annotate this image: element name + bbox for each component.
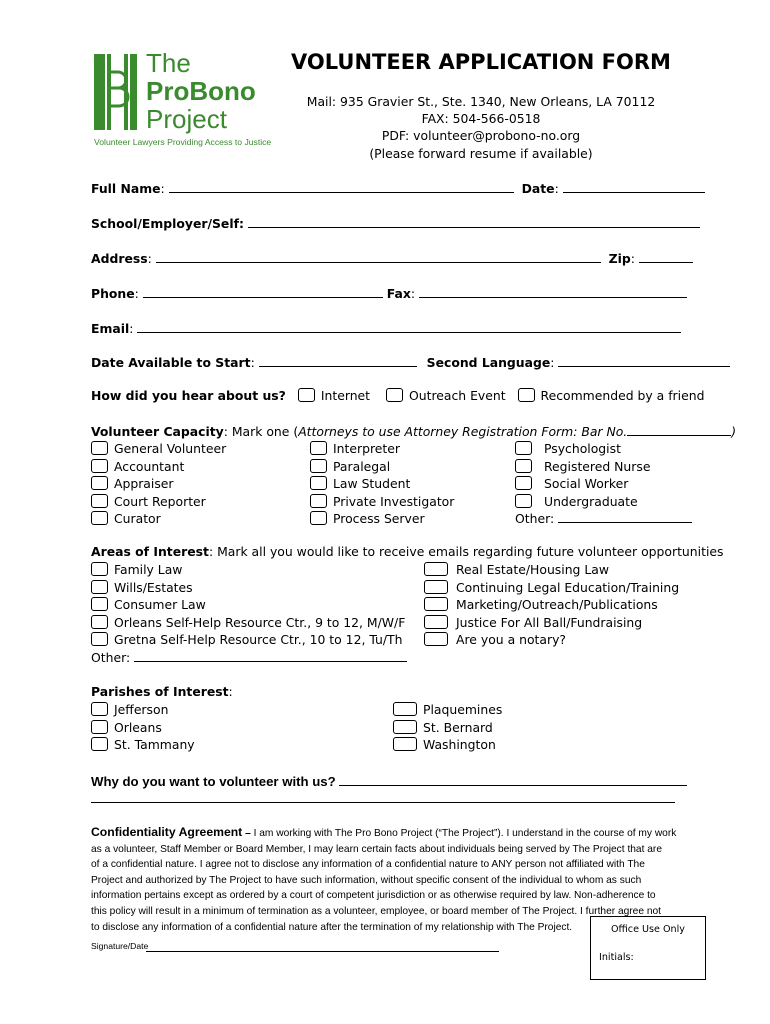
availability-row: Date Available to Start: Second Language:	[91, 354, 730, 370]
interest-option-label: Marketing/Outreach/Publications	[456, 597, 658, 612]
hear-question: How did you hear about us?	[91, 388, 286, 403]
capacity-col-2	[310, 440, 454, 528]
full-name-label: Full Name	[91, 181, 161, 196]
outreach-event-label: Outreach Event	[408, 388, 506, 403]
parish-option	[91, 736, 195, 754]
interest-option	[91, 579, 407, 597]
why-row	[91, 772, 687, 789]
interest-checkbox[interactable]	[424, 562, 448, 576]
capacity-checkbox[interactable]	[310, 476, 327, 490]
header-pdf: PDF: volunteer@probono-no.org	[381, 128, 581, 143]
capacity-option-label: Psychologist	[544, 441, 621, 456]
parishes-col-1	[91, 701, 195, 754]
interest-option-label: Family Law	[114, 562, 183, 577]
capacity-option	[91, 440, 226, 458]
phone-row: Phone: Fax:	[91, 285, 687, 301]
capacity-option	[91, 458, 226, 476]
interest-checkbox[interactable]	[424, 632, 448, 646]
capacity-option	[310, 440, 454, 458]
interest-instruction: : Mark all you would like to receive emails regarding future volunteer opportunities	[208, 544, 724, 559]
parishes-col-2	[393, 701, 502, 754]
confidentiality-dash: –	[242, 828, 254, 839]
parish-option	[393, 701, 502, 719]
header-note: (Please forward resume if available)	[369, 146, 593, 161]
bar-number-field[interactable]	[627, 423, 731, 436]
date-available-field[interactable]	[259, 354, 417, 367]
interest-option	[424, 596, 679, 614]
logo-tagline: Volunteer Lawyers Providing Access to Justice	[94, 137, 272, 147]
capacity-option-label: General Volunteer	[114, 441, 227, 456]
capacity-checkbox[interactable]	[515, 476, 532, 490]
interest-checkbox[interactable]	[91, 597, 108, 611]
parish-option	[393, 719, 502, 737]
interest-option-label: Real Estate/Housing Law	[456, 562, 609, 577]
parish-option	[393, 736, 502, 754]
capacity-option-label: Paralegal	[333, 458, 391, 474]
full-name-field[interactable]	[169, 180, 514, 193]
parishes-label: Parishes of Interest	[91, 684, 229, 699]
interest-other-row	[91, 649, 407, 667]
form-title: VOLUNTEER APPLICATION FORM	[291, 50, 671, 74]
capacity-option	[91, 493, 226, 511]
parish-option-label: St. Tammany	[114, 737, 195, 752]
outreach-event-checkbox[interactable]	[386, 388, 403, 402]
internet-label: Internet	[320, 388, 371, 403]
confidentiality-line: of a confidential nature. I agree not to disclose any information of a confidential nature to ANY person not affiliated with The	[91, 859, 645, 871]
parish-option-label: Jefferson	[114, 702, 169, 717]
capacity-checkbox[interactable]	[310, 459, 327, 473]
office-use-title: Office Use Only	[610, 924, 685, 935]
interest-other-field[interactable]	[134, 649, 407, 662]
capacity-option-label: Curator	[114, 511, 161, 526]
signature-label: Signature/Date	[91, 941, 149, 951]
capacity-checkbox[interactable]	[310, 494, 327, 508]
interest-option	[424, 579, 679, 597]
interest-option	[424, 631, 679, 649]
interest-option	[424, 614, 679, 632]
capacity-option-label: Social Worker	[544, 476, 629, 491]
phone-label: Phone	[91, 286, 135, 301]
capacity-checkbox[interactable]	[310, 441, 327, 455]
internet-checkbox[interactable]	[298, 388, 315, 402]
interest-option-label: Gretna Self-Help Resource Ctr., 10 to 12, Tu/Th	[114, 632, 403, 647]
capacity-option	[310, 510, 454, 528]
second-language-field[interactable]	[558, 354, 730, 367]
interest-checkbox[interactable]	[424, 580, 448, 594]
capacity-option-label: Registered Nurse	[544, 458, 651, 474]
parish-checkbox[interactable]	[91, 702, 108, 716]
interest-checkbox[interactable]	[91, 580, 108, 594]
parish-option-label: Plaquemines	[423, 702, 503, 717]
date-available-label: Date Available to Start	[91, 355, 251, 370]
capacity-option	[515, 475, 692, 493]
parish-option-label: Washington	[423, 737, 496, 752]
interest-option-label: Continuing Legal Education/Training	[456, 579, 680, 595]
interest-option-label: Wills/Estates	[114, 579, 193, 595]
interest-option-label: Consumer Law	[114, 597, 206, 612]
confidentiality-line: as a volunteer, Staff Member or Board Member, I may learn certain facts about individuals being served by The Project that are	[91, 843, 662, 855]
date-field[interactable]	[563, 180, 705, 193]
capacity-option-label: Undergraduate	[544, 493, 638, 509]
logo-project: Project	[146, 104, 227, 134]
attorney-note: Attorneys to use Attorney Registration Form: Bar No.	[298, 424, 628, 439]
why-field-line-2[interactable]	[91, 802, 675, 803]
capacity-option-label: Appraiser	[114, 476, 174, 491]
interest-option-label: Orleans Self-Help Resource Ctr., 9 to 12, M/W/F	[114, 614, 406, 630]
confidentiality-line: Project and authorized by The Project to have such information, without specific consent of the individual to whom as such	[91, 874, 642, 886]
capacity-option-label: Private Investigator	[333, 493, 455, 509]
parishes-heading: Parishes of Interest:	[91, 684, 233, 699]
header-mail: Mail: 935 Gravier St., Ste. 1340, New Orleans, LA 70112	[306, 94, 656, 109]
capacity-checkbox[interactable]	[515, 494, 532, 508]
capacity-other-label: Other:	[515, 511, 555, 526]
address-row: Address: Zip:	[91, 250, 693, 266]
capacity-other-field[interactable]	[558, 510, 692, 523]
capacity-option-label: Interpreter	[333, 441, 400, 456]
capacity-option	[515, 440, 692, 458]
capacity-checkbox[interactable]	[91, 511, 108, 525]
office-initials-label: Initials:	[599, 952, 634, 963]
recommended-checkbox[interactable]	[518, 388, 535, 402]
capacity-option	[310, 475, 454, 493]
interest-col-2	[424, 561, 679, 649]
confidentiality-line: to disclose any information of a confidential nature after the termination of my relationship with The Project.	[91, 921, 573, 933]
interest-option-label: Are you a notary?	[456, 632, 566, 647]
school-field[interactable]	[248, 215, 700, 228]
parish-checkbox[interactable]	[393, 702, 417, 716]
parish-checkbox[interactable]	[91, 720, 108, 734]
interest-option-label: Justice For All Ball/Fundraising	[456, 614, 643, 630]
zip-label: Zip	[608, 251, 631, 266]
parish-option	[91, 719, 195, 737]
capacity-col-3	[515, 440, 692, 528]
school-label: School/Employer/Self:	[91, 216, 244, 231]
interest-option	[91, 561, 407, 579]
capacity-option	[515, 458, 692, 476]
capacity-option-label: Court Reporter	[114, 493, 206, 509]
capacity-option-label: Accountant	[114, 458, 185, 474]
email-field[interactable]	[137, 320, 681, 333]
interest-checkbox[interactable]	[91, 632, 108, 646]
capacity-checkbox[interactable]	[91, 494, 108, 508]
capacity-col-1	[91, 440, 226, 528]
second-language-label: Second Language	[426, 355, 551, 370]
why-question: Why do you want to volunteer with us?	[91, 774, 336, 789]
interest-col-1	[91, 561, 407, 666]
fax-field[interactable]	[419, 285, 687, 298]
phone-field[interactable]	[143, 285, 383, 298]
interest-checkbox[interactable]	[424, 615, 448, 629]
capacity-checkbox[interactable]	[91, 441, 108, 455]
confidentiality-agreement	[91, 825, 676, 935]
capacity-option	[310, 458, 454, 476]
confidentiality-line: I am working with The Pro Bono Project (“The Project”). I understand in the course of my work	[253, 828, 677, 839]
fax-label: Fax	[386, 286, 411, 301]
address-label: Address	[91, 251, 148, 266]
confidentiality-line: information pertains except as ordered by a court of competent jurisdiction or as otherwise required by law. Non-adherence to	[91, 890, 656, 902]
capacity-instruction: : Mark one (	[223, 424, 299, 439]
capacity-option	[310, 493, 454, 511]
full-name-row: Full Name: Date:	[91, 180, 705, 196]
interest-other-label: Other:	[91, 649, 131, 665]
email-label: Email	[91, 321, 130, 336]
capacity-option-label: Law Student	[333, 476, 411, 491]
capacity-heading: Volunteer Capacity: Mark one (Attorneys to use Attorney Registration Form: Bar No. )	[91, 424, 737, 439]
header-fax: FAX: 504-566-0518	[421, 111, 541, 126]
recommended-label: Recommended by a friend	[540, 388, 705, 403]
capacity-checkbox[interactable]	[91, 476, 108, 490]
interest-heading	[91, 544, 723, 559]
capacity-label: Volunteer Capacity	[91, 424, 224, 439]
hear-row	[91, 388, 704, 403]
signature-line[interactable]	[146, 951, 499, 952]
parish-checkbox[interactable]	[393, 720, 417, 734]
confidentiality-line: this policy will result in a minimum of termination as a volunteer, employee, or board member of The Project. I further agree not	[91, 905, 662, 917]
parish-checkbox[interactable]	[91, 737, 108, 751]
interest-checkbox[interactable]	[424, 597, 448, 611]
why-field-line-1[interactable]	[339, 772, 687, 786]
office-use-box	[590, 916, 706, 980]
capacity-option	[515, 493, 692, 511]
capacity-other-row	[515, 510, 692, 528]
interest-option	[91, 614, 407, 632]
parish-checkbox[interactable]	[393, 737, 417, 751]
interest-checkbox[interactable]	[91, 562, 108, 576]
interest-option	[91, 631, 407, 649]
capacity-checkbox[interactable]	[515, 441, 532, 455]
capacity-option-label: Process Server	[333, 511, 425, 526]
parish-option	[91, 701, 195, 719]
parish-option-label: Orleans	[114, 719, 162, 735]
capacity-checkbox[interactable]	[310, 511, 327, 525]
logo-probono: ProBono	[146, 76, 256, 106]
interest-checkbox[interactable]	[91, 615, 108, 629]
interest-label: Areas of Interest	[91, 544, 209, 559]
interest-option	[424, 561, 679, 579]
parish-option-label: St. Bernard	[423, 719, 493, 735]
capacity-option	[91, 475, 226, 493]
zip-field[interactable]	[639, 250, 693, 263]
date-label: Date	[521, 181, 555, 196]
email-row: Email:	[91, 320, 681, 336]
interest-option	[91, 596, 407, 614]
capacity-checkbox[interactable]	[515, 459, 532, 473]
address-field[interactable]	[156, 250, 601, 263]
confidentiality-title: Confidentiality Agreement	[91, 825, 243, 839]
capacity-option	[91, 510, 226, 528]
logo-the: The	[146, 48, 191, 78]
school-row	[91, 215, 700, 231]
capacity-checkbox[interactable]	[91, 459, 108, 473]
